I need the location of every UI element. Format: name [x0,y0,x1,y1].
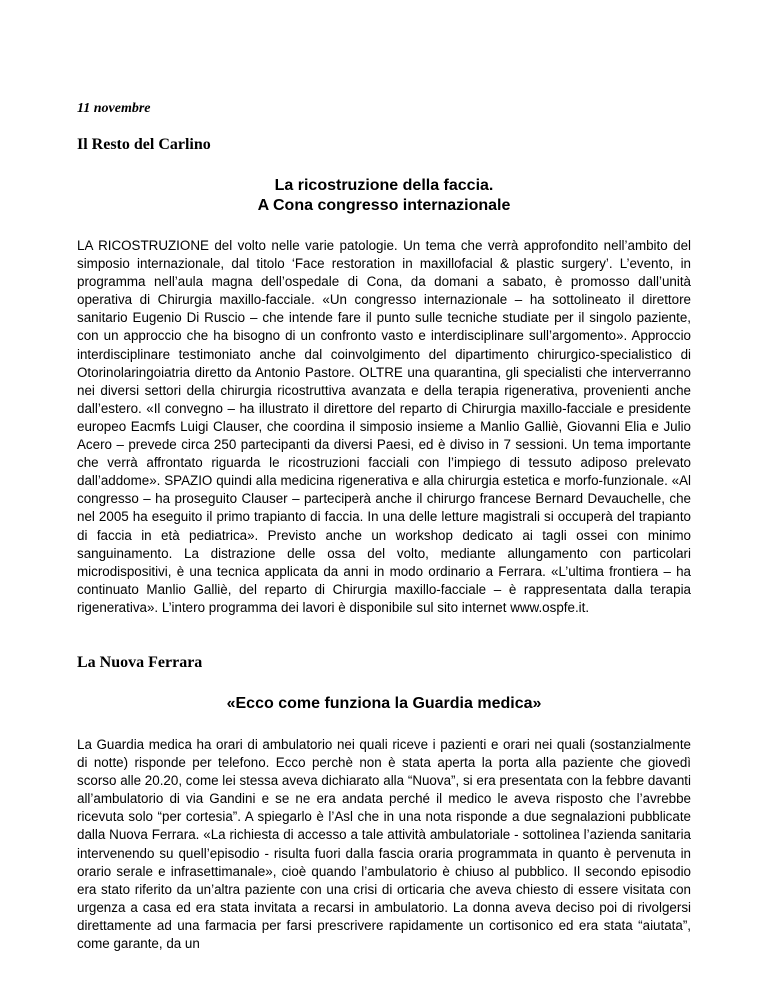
article-body-carlino: LA RICOSTRUZIONE del volto nelle varie patologie. Un tema che verrà approfondito nell’ambito del simposio internazionale, dal titolo ‘Face restoration in maxillofacial & plastic surgery’. L’evento, in programma nell’aula magna dell’ospedale di Cona, da domani a sabato, è promosso dall’unità operativa di Chirurgia maxillo-facciale. «Un congresso internazionale – ha sottolineato il direttore sanitario Eugenio Di Ruscio – che intende fare il punto sulle tecniche studiate per il singolo paziente, con un approccio che ha bisogno di un confronto vasto e interdisciplinare sull’argomento». Approccio interdisciplinare testimoniato anche dal coinvolgimento del dipartimento chirurgico-specialistico di Otorinolaringoiatria diretto da Antonio Pastore. OLTRE una quarantina, gli specialisti che interverranno nei diversi settori della chirurgia ricostruttiva avanzata e della terapia rigenerativa, provenienti anche dall’estero. «Il convegno – ha illustrato il direttore del reparto di Chirurgia maxillo-facciale e presidente europeo Eacmfs Luigi Clauser, che coordina il simposio insieme a Manlio Galliè, Giovanni Elia e Julio Acero – prevede circa 250 partecipanti da diversi Paesi, ed è diviso in 7 sessioni. Un tema importante che verrà affrontato riguarda le ricostruzioni facciali con l’impiego di tessuto adiposo prelevato dall’addome». SPAZIO quindi alla medicina rigenerativa e alla chirurgia estetica e morfo-funzionale. «Al congresso – ha proseguito Clauser – parteciperà anche il chirurgo francese Bernard Devauchelle, che nel 2005 ha eseguito il primo trapianto di faccia. In una delle letture magistrali si occuperà del trapianto di faccia in età pediatrica». Previsto anche un workshop dedicato ai tagli ossei con minimo sanguinamento. La distrazione delle ossa del volto, mediante allungamento con particolari microdispositivi, è una tecnica applicata da anni in modo ordinario a Ferrara. «L’ultima frontiera – ha continuato Manlio Galliè, del reparto di Chirurgia maxillo-facciale – è rappresentata dalla terapia rigenerativa». L’intero programma dei lavori è disponibile sul sito internet www.ospfe.it. [77,238,691,615]
document-date: 11 novembre [77,101,151,116]
article-title-nuova-ferrara: «Ecco come funziona la Guardia medica» [226,695,542,712]
article-title-line-2: A Cona congresso internazionale [257,197,511,214]
article-title-line-1: La ricostruzione della faccia. [274,177,494,194]
article-source-carlino: Il Resto del Carlino [77,136,211,153]
article-source-nuova-ferrara: La Nuova Ferrara [77,654,203,671]
article-title-carlino [77,176,691,216]
article-body-nuova-ferrara: La Guardia medica ha orari di ambulatorio nei quali riceve i pazienti e orari nei quali (sostanzialmente di notte) risponde per telefono. Ecco perchè non è stata aperta la porta alla paziente che giovedì scorso alle 20.20, come lei stessa aveva dichiarato alla “Nuova”, si era presentata con la febbre davanti all’ambulatorio di via Gandini e se ne era andata perché il medico le aveva risposto che l’avrebbe ricevuta solo “per cortesia”. A spiegarlo è l’Asl che in una nota risponde a due segnalazioni pubblicate dalla Nuova Ferrara. «La richiesta di accesso a tale attività ambulatoriale - sottolinea l’azienda sanitaria intervenendo su quell’episodio - risulta fuori dalla fascia oraria programmata in quanto è pervenuta in orario serale e infrasettimanale», cioè quando l’ambulatorio è chiuso al pubblico. Il secondo episodio era stato riferito da un’altra paziente con una crisi di orticaria che aveva chiesto di essere visitata con urgenza a casa ed era stata invitata a recarsi in ambulatorio. La donna aveva deciso poi di rivolgersi direttamente ad una farmacia per farsi prescrivere rapidamente un cortisonico ed era stata “aiutata”, come garante, da un [77,737,691,952]
